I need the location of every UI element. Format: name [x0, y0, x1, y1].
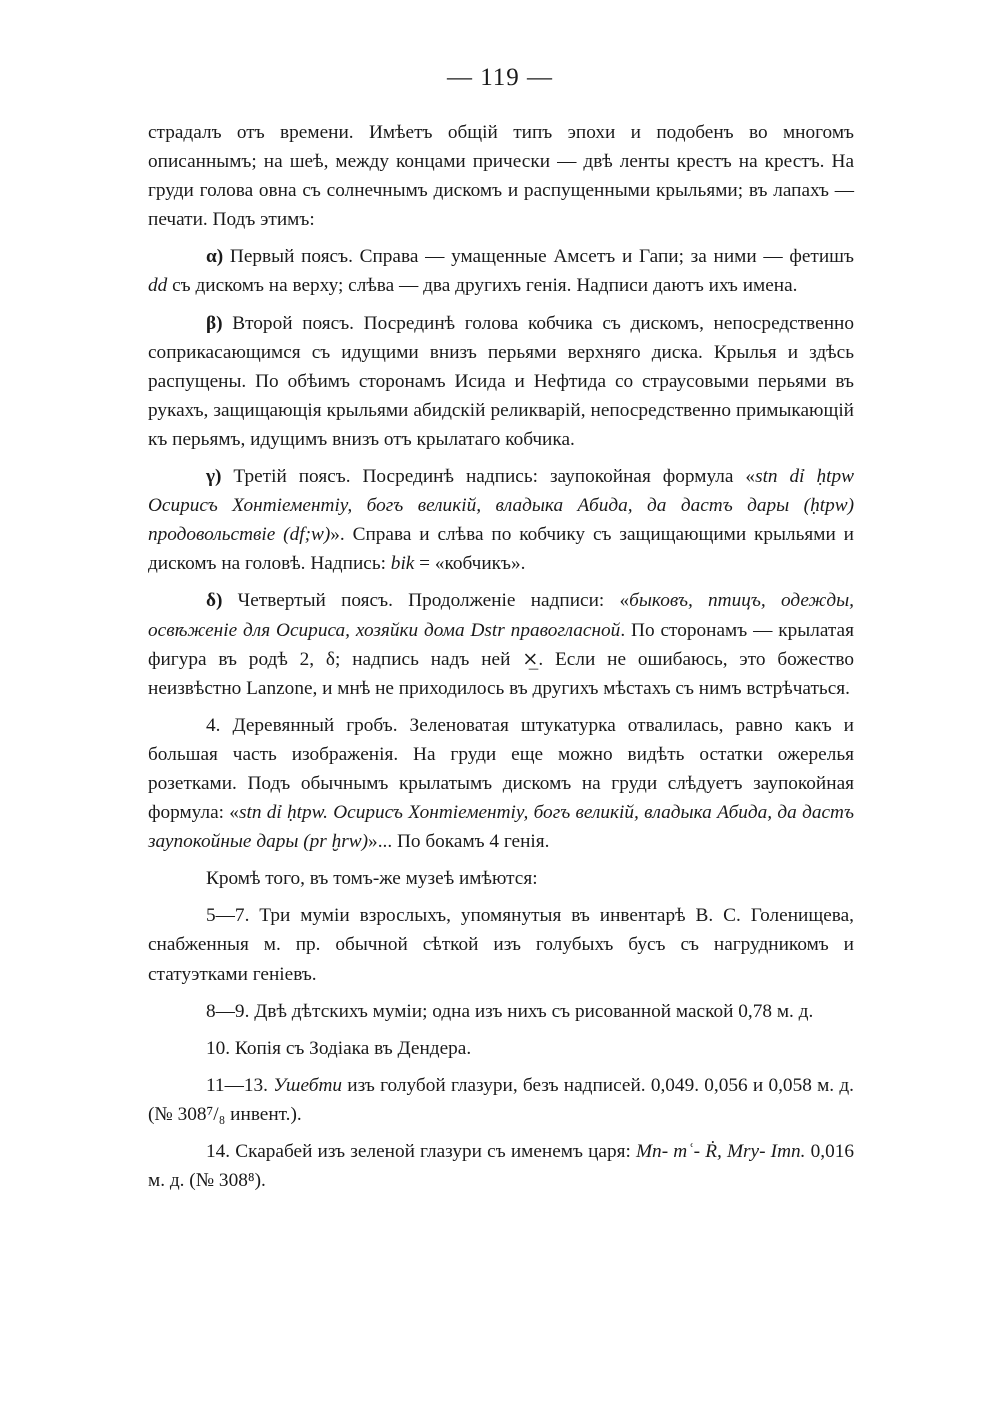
paragraph	[148, 1034, 854, 1063]
paragraph	[148, 901, 854, 988]
text-run: 4. Деревянный гробъ. Зеленоватая штукатурка отвалилась, равно какъ и большая часть изображенія. На груди еще можно видѣть остатки ожерелья розетками. Подъ обычнымъ крылатымъ дискомъ на груди слѣдуетъ заупокойная формула: «	[148, 714, 854, 824]
text-run: 14. Скарабей изъ зеленой глазури съ именемъ царя:	[206, 1141, 636, 1162]
text-run: ». Справа и слѣва по кобчику съ защищающими крыльями и дискомъ на головѣ. Надпись:	[148, 524, 854, 575]
paragraph	[148, 118, 854, 234]
italic-text: быковъ, птицъ, одежды, освѣженіе для Осириса, хозяйки дома Dstr правогласной	[148, 590, 854, 641]
paragraph	[148, 242, 854, 300]
italic-text: bik	[390, 553, 415, 575]
italic-text: stn dỉ ḥtpw. Осирисъ Хонтіементіу, богъ великій, владыка Абида, да дастъ заупокойные дары (pr ḫrw)	[148, 802, 854, 853]
text-run: . По сторонамъ — крылатая фигура въ родѣ 2, δ; надпись надъ ней ⨯̲. Если не ошибаюсь, это божество неизвѣстно Lanzone, и мнѣ не приходилось въ другихъ мѣстахъ съ нимъ встрѣчаться.	[148, 619, 854, 699]
paragraph	[148, 711, 854, 856]
paragraph	[148, 586, 854, 702]
text-run: Второй поясъ. Посрединѣ голова кобчика съ дискомъ, непосредственно соприкасающимся съ идущими внизъ перьями верхняго диска. Крылья и здѣсь распущены. По обѣимъ сторонамъ Исида и Нефтида со страусовыми перьями въ рукахъ, защищающія крыльями абидскій реликварій, непосредственно примыкающій къ перьямъ, идущимъ внизъ отъ крылатаго кобчика.	[148, 312, 854, 450]
paragraph	[148, 864, 854, 893]
text-run: 11—13.	[206, 1074, 274, 1096]
item-label: δ)	[206, 590, 223, 612]
page-text	[148, 118, 854, 1203]
text-run: съ дискомъ на верху; слѣва — два другихъ генія. Надписи даютъ ихъ имена.	[167, 275, 798, 297]
text-run: 8—9. Двѣ дѣтскихъ муміи; одна изъ нихъ съ рисованной маской 0,78 м. д.	[206, 1000, 814, 1022]
text-run: Третій поясъ. Посрединѣ надпись: заупокойная формула «	[221, 466, 756, 488]
italic-text: dd	[148, 275, 168, 297]
text-run: 10. Копія съ Зодіака въ Дендера.	[206, 1037, 472, 1059]
paragraph	[148, 1071, 854, 1129]
text-run: = «кобчикъ».	[414, 553, 526, 575]
text-run: 5—7. Три муміи взрослыхъ, упомянутыя въ инвентарѣ В. С. Голенищева, снабженныя м. пр. обычной сѣткой изъ голубыхъ бусъ съ нагрудникомъ и статуэтками геніевъ.	[148, 905, 854, 985]
italic-text: stn dỉ ḥtpw Осирисъ Хонтіементіу, богъ великій, владыка Абида, да дастъ дары (ḥtpw) продовольствіе (df;w)	[148, 466, 854, 546]
paragraph	[148, 462, 854, 578]
paragraph	[148, 309, 854, 454]
page-number: — 119 —	[446, 64, 554, 91]
item-label: α)	[206, 246, 224, 268]
text-run: страдалъ отъ времени. Имѣетъ общій типъ эпохи и подобенъ во многомъ описаннымъ; на шеѣ, между концами прически — двѣ ленты крестъ на крестъ. На груди голова овна съ солнечнымъ дискомъ и распущенными крыльями; въ лапахъ — печати. Подъ этимъ:	[148, 122, 854, 231]
item-label: β)	[206, 312, 223, 334]
text-run: изъ голубой глазури, безъ надписей. 0,049. 0,056 и 0,058 м. д. (№ 308⁷/₈ инвент.).	[148, 1074, 854, 1125]
text-run: Первый поясъ. Справа — умащенные Амсетъ и Гапи; за ними — фетишъ	[223, 246, 854, 268]
text-run: 0,016 м. д. (№ 308⁸).	[148, 1141, 855, 1192]
text-run: Четвертый поясъ. Продолженіе надписи: «	[222, 590, 630, 612]
italic-text: Mn- mʿ- Ṙ, Mry- Imn.	[636, 1141, 806, 1162]
text-run: »... По бокамъ 4 генія.	[368, 831, 550, 853]
text-run: Кромѣ того, въ томъ-же музеѣ имѣются:	[206, 868, 538, 890]
italic-text: Ушебти	[273, 1074, 343, 1096]
paragraph	[148, 1137, 854, 1195]
item-label: γ)	[206, 466, 222, 488]
paragraph	[148, 997, 854, 1026]
